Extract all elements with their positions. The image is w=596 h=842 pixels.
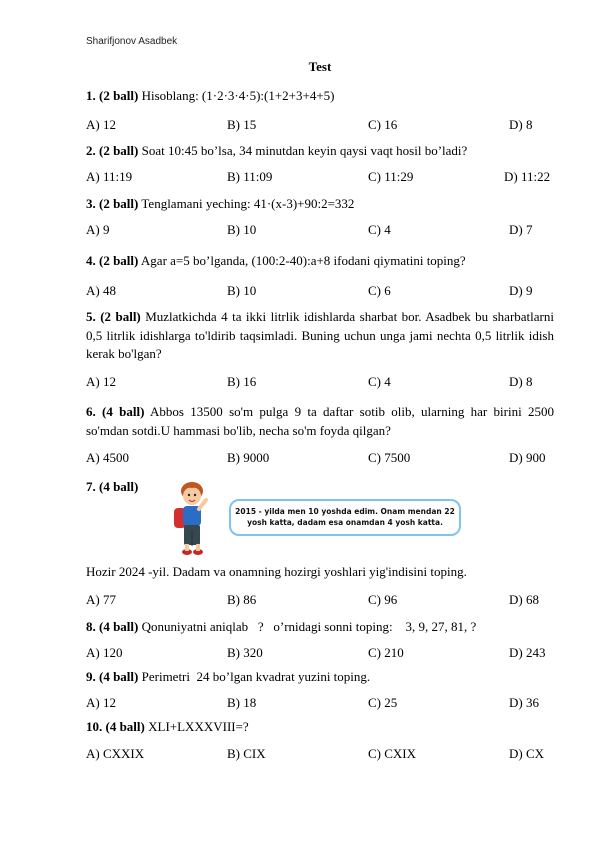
option-a: A) 77	[86, 592, 116, 607]
option-a: A) 120	[86, 645, 123, 660]
option-b: B) 16	[227, 374, 257, 389]
option-a: A) 11:19	[86, 169, 133, 184]
option-d: D) 7	[509, 222, 533, 237]
question-text: Tenglamani yeching: 41·(x-3)+90:2=332	[138, 196, 355, 211]
question-text: Abbos 13500 so'm pulga 9 ta daftar sotib olib, ularning har birini 2500 so'mdan sotdi.U hammasi bo'lib, necha so'm foyda qilgan?	[86, 404, 554, 438]
question-number: 4. (2 ball)	[86, 253, 139, 268]
option-b: B) CIX	[227, 746, 266, 761]
question-text: Agar a=5 bo’lganda, (100:2-40):a+8 ifodani qiymatini toping?	[138, 253, 466, 268]
question-number: 9. (4 ball)	[86, 669, 139, 684]
question-number: 3. (2 ball)	[86, 196, 139, 211]
question-number: 5. (2 ball)	[86, 309, 141, 324]
option-d: D) 243	[509, 645, 546, 660]
option-c: C) 96	[368, 592, 398, 607]
option-b: B) 15	[227, 117, 257, 132]
question-text: Hisoblang: (1·2·3·4·5):(1+2+3+4+5)	[138, 88, 335, 103]
option-d: D) 9	[509, 283, 533, 298]
options-7	[86, 592, 556, 610]
option-b: B) 10	[227, 222, 257, 237]
options-3	[86, 222, 556, 240]
options-9	[86, 695, 556, 713]
option-a: A) 48	[86, 283, 116, 298]
option-d: D) 8	[509, 117, 533, 132]
question-text: Soat 10:45 bo’lsa, 34 minutdan keyin qaysi vaqt hosil bo’ladi?	[138, 143, 468, 158]
question-1	[86, 87, 554, 106]
question-8	[86, 618, 554, 637]
speech-bubble: 2015 - yilda men 10 yoshda edim. Onam mendan 22 yosh katta, dadam esa onamdan 4 yosh katta.	[229, 499, 461, 536]
option-c: C) 210	[368, 645, 404, 660]
option-d: D) CX	[509, 746, 545, 761]
option-d: D) 900	[509, 450, 546, 465]
option-c: C) CXIX	[368, 746, 417, 761]
question-4	[86, 252, 554, 271]
option-c: C) 4	[368, 222, 391, 237]
question-number: 2. (2 ball)	[86, 143, 139, 158]
options-2	[86, 169, 556, 187]
page-header-author: Sharifjonov Asadbek	[86, 36, 178, 47]
question-number: 7. (4 ball)	[86, 479, 139, 494]
question-text: XLI+LXXXVIII=?	[144, 719, 249, 734]
question-text: Muzlatkichda 4 ta ikki litrlik idishlarda sharbat bor. Asadbek bu sharbatlarni 0,5 litrlik idishlarga to'ldirib taqsimladi. Buning uchun unga jami nechta 0,5 litrlik idish kerak bo'lgan?	[86, 309, 554, 361]
option-d: D) 11:22	[504, 169, 551, 184]
question-7	[86, 478, 554, 497]
page-title: Test	[308, 59, 332, 74]
option-d: D) 68	[509, 592, 539, 607]
option-a: A) 12	[86, 695, 116, 710]
question-number: 8. (4 ball)	[86, 619, 139, 634]
option-a: A) 9	[86, 222, 110, 237]
option-c: C) 4	[368, 374, 391, 389]
option-c: C) 11:29	[368, 169, 414, 184]
option-b: B) 10	[227, 283, 257, 298]
question-9	[86, 668, 554, 687]
question-text: Perimetri 24 bo’lgan kvadrat yuzini toping.	[138, 669, 371, 684]
question-10	[86, 718, 554, 737]
question-5	[86, 308, 554, 364]
question-2	[86, 142, 554, 161]
options-4	[86, 283, 556, 301]
option-b: B) 11:09	[227, 169, 273, 184]
options-1	[86, 117, 556, 135]
option-a: A) CXXIX	[86, 746, 145, 761]
question-text: Qonuniyatni aniqlab ? o’rnidagi sonni toping: 3, 9, 27, 81, ?	[138, 619, 477, 634]
options-6	[86, 450, 556, 468]
option-d: D) 36	[509, 695, 539, 710]
option-b: B) 86	[227, 592, 257, 607]
option-c: C) 7500	[368, 450, 411, 465]
option-a: A) 12	[86, 117, 116, 132]
option-a: A) 4500	[86, 450, 129, 465]
option-c: C) 16	[368, 117, 398, 132]
question-number: 6. (4 ball)	[86, 404, 145, 419]
option-c: C) 6	[368, 283, 391, 298]
options-8	[86, 645, 556, 663]
question-6	[86, 403, 554, 440]
option-b: B) 18	[227, 695, 257, 710]
question-number: 1. (2 ball)	[86, 88, 139, 103]
boy-illustration	[170, 480, 214, 562]
question-3	[86, 195, 554, 214]
options-5	[86, 374, 556, 392]
options-10	[86, 746, 556, 764]
option-b: B) 9000	[227, 450, 270, 465]
question-7-text: Hozir 2024 -yil. Dadam va onamning hozirgi yoshlari yig'indisini toping.	[86, 564, 467, 579]
option-d: D) 8	[509, 374, 533, 389]
option-a: A) 12	[86, 374, 116, 389]
option-c: C) 25	[368, 695, 398, 710]
option-b: B) 320	[227, 645, 263, 660]
question-number: 10. (4 ball)	[86, 719, 145, 734]
